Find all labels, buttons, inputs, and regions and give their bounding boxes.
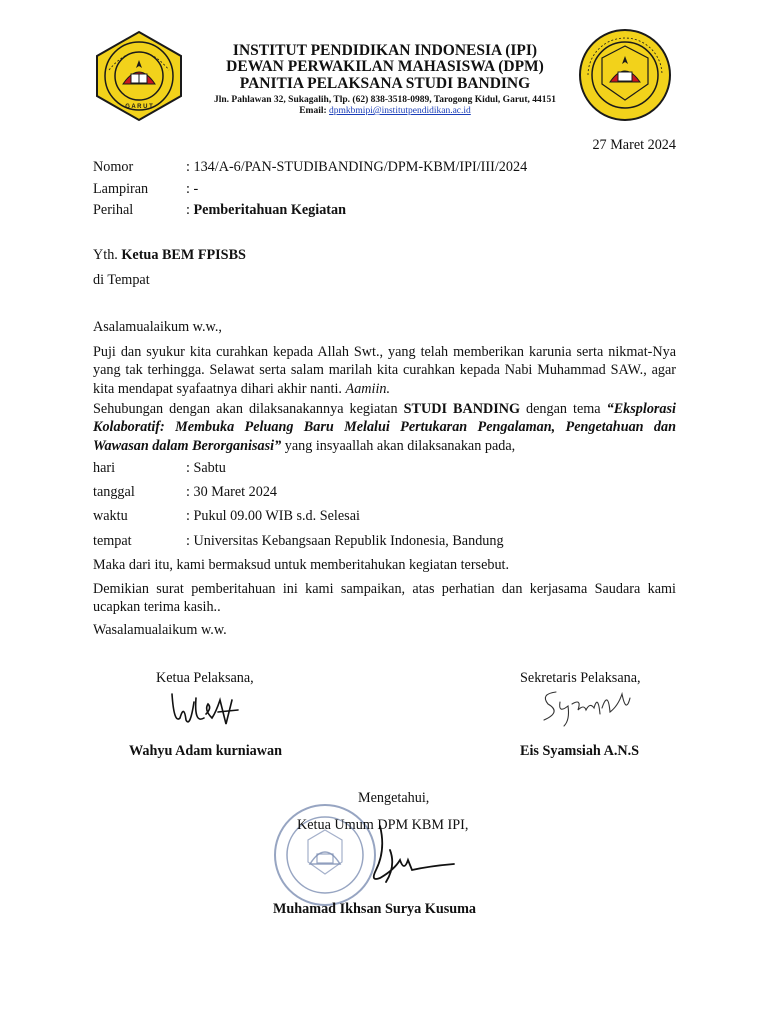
closing-salutation: Wasalamualaikum w.w. [93, 622, 227, 638]
email-link[interactable]: dpmkbmipi@institutpendidikan.ac.id [329, 106, 471, 116]
meta-label-nomor: Nomor [93, 159, 134, 175]
left-signer-name: Wahyu Adam kurniawan [129, 743, 282, 759]
schedule-label-tanggal: tanggal [93, 484, 135, 500]
meta-value-lampiran: : - [186, 181, 199, 197]
acknowledged-label: Mengetahui, [358, 790, 430, 806]
event-name: STUDI BANDING [403, 401, 520, 417]
schedule-label-hari: hari [93, 460, 116, 476]
center-signer-title: Ketua Umum DPM KBM IPI, [297, 817, 469, 833]
paragraph-event: Sehubungan dengan akan dilaksanakannya kegiatan STUDI BANDING dengan tema “Eksplorasi Kolaboratif: Membuka Peluang Baru Melalui Pertukaran Pengalaman, Pengetahuan dan Wawasan dalam Berorganisasi” yang insyaallah akan dilaksanakan pada, [93, 401, 676, 454]
recipient-place: di Tempat [93, 272, 150, 288]
right-signer-name: Eis Syamsiah A.N.S [520, 743, 640, 759]
recipient-line: Yth. Ketua BEM FPISBS [93, 247, 246, 263]
meta-label-perihal: Perihal [93, 202, 134, 218]
header-council: DEWAN PERWAKILAN MAHASISWA (DPM) [226, 58, 544, 75]
schedule-label-waktu: waktu [93, 508, 128, 524]
email-label: Email: [299, 106, 327, 116]
recipient-name: Ketua BEM FPISBS [121, 247, 246, 263]
center-signer-name: Muhamad Ikhsan Surya Kusuma [273, 901, 477, 917]
right-signer-title: Sekretaris Pelaksana, [520, 670, 641, 686]
schedule-label-tempat: tempat [93, 533, 132, 549]
header-committee: PANITIA PELAKSANA STUDI BANDING [239, 75, 531, 92]
paragraph-closing: Demikian surat pemberitahuan ini kami sampaikan, atas perhatian dan kerjasama Saudara kami ucapkan terima kasih.. [93, 581, 676, 616]
meta-value-perihal: : Pemberitahuan Kegiatan [186, 202, 347, 218]
paragraph-intent: Maka dari itu, kami bermaksud untuk memberitahukan kegiatan tersebut. [93, 557, 510, 573]
schedule-value-hari: : Sabtu [186, 460, 226, 476]
schedule-value-tempat: : Universitas Kebangsaan Republik Indonesia, Bandung [186, 533, 504, 549]
right-signature [538, 684, 634, 735]
schedule-value-tanggal: : 30 Maret 2024 [186, 484, 278, 500]
header-email [160, 106, 610, 116]
letter-date: 27 Maret 2024 [592, 137, 676, 153]
greeting: Asalamualaikum w.w., [93, 319, 222, 335]
paragraph-praise: Puji dan syukur kita curahkan kepada Allah Swt., yang telah memberikan karunia serta nikmat-Nya yang tak terhingga. Selawat serta salam marilah kita curahkan kepada Nabi Muhammad SAW., agar kita mendapat syafaatnya dihari akhir nanti. Aamiin. [93, 344, 676, 397]
svg-text:G A R U T: G A R U T [125, 104, 153, 110]
left-signer-title: Ketua Pelaksana, [156, 670, 254, 686]
meta-value-nomor: : 134/A-6/PAN-STUDIBANDING/DPM-KBM/IPI/III/2024 [186, 159, 528, 175]
left-signature [168, 684, 248, 737]
meta-label-lampiran: Lampiran [93, 181, 149, 197]
schedule-value-waktu: : Pukul 09.00 WIB s.d. Selesai [186, 508, 360, 524]
header-address: Jln. Pahlawan 32, Sukagalih, Tlp. (62) 838-3518-0989, Tarogong Kidul, Garut, 44151 [214, 95, 556, 105]
center-signature [350, 820, 460, 895]
header-institution: INSTITUT PENDIDIKAN INDONESIA (IPI) [232, 42, 538, 59]
event-theme: “Eksplorasi Kolaboratif: Membuka Peluang Baru Melalui Pertukaran Pengalaman, Pengetahuan dan Wawasan dalam Berorganisasi” [93, 401, 676, 454]
